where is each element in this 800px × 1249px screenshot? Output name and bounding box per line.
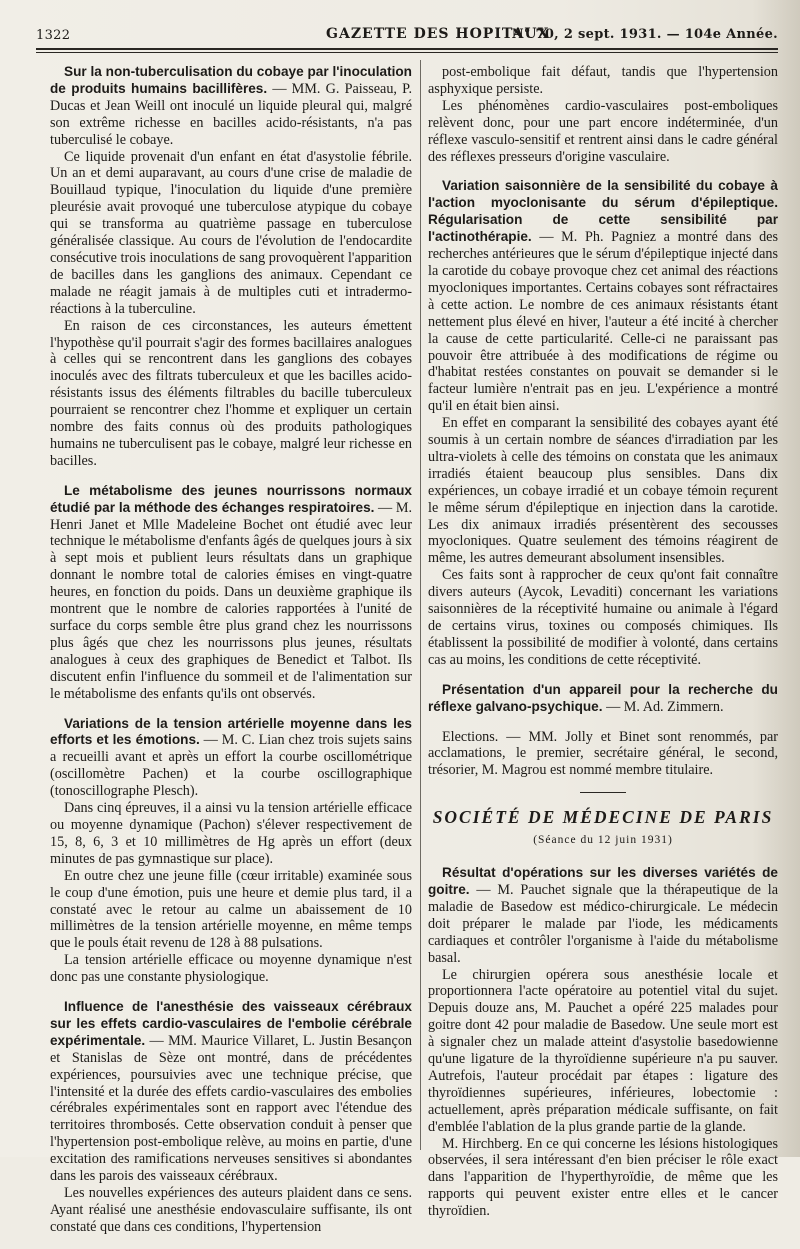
paragraph [428, 729, 778, 780]
paragraph [50, 1185, 412, 1236]
paragraph-text: Ces faits sont à rapprocher de ceux qu'ont fait connaître divers auteurs (Aycok, Levaditi) concernant les variations saisonnières de la réceptivité humaine ou animale à l'égard de certains virus, toxines ou composés chimiques. Ils établissent la possibilité de modifier à volonté, dans certains cas au moins, les conditions de cette réceptivité. [428, 567, 778, 668]
article [428, 178, 778, 668]
article-title: Sur la non-tuberculisation du cobaye par l'inoculation de produits humains bacillifères. [50, 64, 412, 96]
paragraph [50, 149, 412, 318]
society-heading: SOCIÉTÉ DE MÉDECINE DE PARIS [432, 807, 774, 828]
paragraph [428, 178, 778, 415]
paragraph [428, 682, 778, 716]
paragraph [50, 318, 412, 470]
paragraph [50, 800, 412, 868]
article-title: Influence de l'anesthésie des vaisseaux cérébraux sur les effets cardio-vasculaires de l'embolie cérébrale expérimentale. [50, 999, 412, 1048]
article-title: Le métabolisme des jeunes nourrissons normaux étudié par la méthode des échanges respiratoires. [50, 482, 412, 515]
paragraph-text: Les phénomènes cardio-vasculaires post-emboliques relèvent donc, pour une part encore indéterminée, d'un réflexe vasculo-sensitif et rentrent ainsi dans le cadre général des réflexes presseurs d'origine vasculaire. [428, 97, 778, 165]
paragraph [50, 999, 412, 1185]
article [428, 729, 778, 780]
paragraph-text: Elections. — MM. Jolly et Binet sont renommés, par acclamations, le premier, secrétaire général, le second, trésorier, M. Magrou est nommé membre titulaire. [428, 728, 778, 779]
column-divider [420, 60, 421, 1150]
issue-info: N° 70, 2 sept. 1931. — 104e Année. [511, 27, 778, 42]
article [50, 999, 412, 1236]
paragraph-text: En outre chez une jeune fille (cœur irritable) examinée sous le coup d'une émotion, puis une heure et demie plus tard, il a constaté avec le retour au calme un abaissement de 10 millimètres de la tension artérielle moyenne, en même temps que le pouls était revenu de 128 à 88 pulsations. [50, 867, 412, 952]
article-title: Variations de la tension artérielle moyenne dans les efforts et les émotions. [50, 715, 412, 748]
header-rule [36, 48, 778, 50]
paragraph [428, 1136, 778, 1221]
page-header [36, 24, 778, 48]
paragraph-text: Ce liquide provenait d'un enfant en état d'asystolie fébrile. Un an et demi auparavant, au cours d'une crise de maladie de Bouillaud typique, l'inoculation du liquide d'une première pleurésie avait provoqué une tuberculose atypique du cobaye qui se transforma au quatrième passage en tuberculose généralisée classique. Au cours de l'évolution de l'endocardite consécutive trois inoculations de sang provoquèrent l'apparition de bacilles dans les ganglions des animaux. Cependant ce malade ne réagit jamais à de multiples cuti et intradermo-réactions à la tuberculine. [50, 148, 412, 317]
right-column [428, 64, 778, 1233]
paragraph-text: — MM. Maurice Villaret, L. Justin Besançon et Stanislas de Sèze ont montré, dans de précédentes expériences, poursuivies avec une technique précise, que l'intensité et la durée des effets cardio-vasculaires des embolies cérébrales expérimentales sont en rapport avec l'étendue des territoires thrombosés. Cette observation conduit à penser que l'hypertension post-embolique relève, au moins en partie, d'une excitation des ramifications nerveuses sensitives si abondantes dans les parois des vaisseaux cérébraux. [50, 1032, 413, 1185]
paragraph [50, 64, 412, 149]
paragraph-text: post-embolique fait défaut, tandis que l'hypertension asphyxique persiste. [428, 64, 778, 97]
article [428, 865, 778, 1220]
paragraph [428, 865, 778, 966]
paragraph-text: Le chirurgien opérera sous anesthésie locale et proportionnera l'acte opératoire au potentiel vital du sujet. Depuis douze ans, M. Pauchet a opéré 225 malades pour goitre dont 42 pour maladie de Basedow. Une seule mort est à signaler chez un malade atteint d'asystolie basedowienne qu'une ligature de la thyroïdienne supérieure n'a pu sauver. Autrefois, l'auteur procédait par étapes : ligature des thyroïdiennes supérieures, inférieures, lobectomie : actuellement, après préparation médicale suffisante, on fait d'emblée l'ablation de la plus grande partie de la glande. [428, 966, 778, 1135]
paragraph-text: Les nouvelles expériences des auteurs plaident dans ce sens. Ayant réalisé une anesthésie endovasculaire suffisante, ils ont constaté que dans ces conditions, l'hypertension [50, 1185, 412, 1235]
article [50, 716, 412, 987]
section-rule [580, 792, 626, 793]
header-rule-thin [36, 52, 778, 53]
paragraph-text: — M. Henri Janet et Mlle Madeleine Bochet ont étudié avec leur technique le métabolisme d'enfants âgés de quelques jours à six à sept mois et publient leurs résultats dans un graphique donnant le nombre total de calories émises en vingt-quatre heures, en fonction du poids. Dans un deuxième graphique ils montrent que le nombre de calories rapportées à l'unité de surface du corps semble être plus grand chez les nourrissons plus âgés que chez les nourrissons plus jeunes, résultats analogues à ceux des graphiques de Benedict et Talbot. Ils discutent enfin l'influence du sommeil et de l'alimentation sur le métabolisme des enfants qu'ils ont observés. [50, 499, 412, 702]
paragraph [50, 868, 412, 953]
paragraph-text: — M. C. Lian chez trois sujets sains a recueilli avant et après un effort la courbe oscillométrique (oscillomètre Pachen) et la courbe oscillographique (tonoscillographe Plesch). [50, 732, 412, 800]
paragraph-text: M. Hirchberg. En ce qui concerne les lésions histologiques observées, il sera intéressant d'en bien préciser le rôle exact dans l'apparition de l'hyperthyroïdie, de même que les rapports qui peuvent exister entre elles et le cancer thyroïdien. [428, 1135, 778, 1220]
paragraph [428, 967, 778, 1136]
paragraph [428, 98, 778, 166]
paragraph-text: — M. Ph. Pagniez a montré dans des recherches antérieures que le sérum d'épileptique injecté dans la carotide du cobaye provoque chez cet animal des réactions myocloniques importantes. Certains cobayes sont réfractaires à cette action. Le nombre de ces animaux résistants étant nettement plus élevé en hiver, l'auteur a été incité à chercher la cause de cette particularité. Celle-ci ne paraissant pas pouvoir être attribuée à des modifications de régime ou d'habitat restées constantes on pouvait se demander si le facteur lumière n'entrait pas en jeu. L'expérience a montré qu'il en était bien ainsi. [428, 229, 778, 415]
article-title: Variation saisonnière de la sensibilité du cobaye à l'action myoclonisante du sérum d'épileptique. Régularisation de cette sensibilité par l'actinothérapie. [428, 178, 778, 245]
article [50, 64, 412, 470]
paragraph [428, 415, 778, 567]
paragraph [428, 64, 778, 98]
paragraph [428, 567, 778, 668]
paragraph-text: — MM. G. Paisseau, P. Ducas et Jean Weill ont inoculé un liquide pleural qui, malgré son extrême richesse en bacilles acido-résistants, n'a pas tuberculisé le cobaye. [50, 80, 413, 148]
right-column-top [428, 64, 778, 779]
paragraph-text: En effet en comparant la sensibilité des cobayes ayant été soumis à un certain nombre de séances d'irradiation par les ultra-violets à celle des témoins on constata que les animaux irradiés étaient beaucoup plus sensibles. Dans dix expériences, un cobaye irradié et un cobaye témoin reçurent le même sérum d'épileptique en injection dans la carotide. Les dix animaux irradiés présentèrent des secousses myocloniques. Quatre seulement des témoins réagirent de même, les autres demeurant absolument insensibles. [428, 415, 778, 567]
article [428, 64, 778, 165]
paragraph [50, 483, 412, 703]
paragraph-text: En raison de ces circonstances, les auteurs émettent l'hypothèse qu'il pourrait s'agir des formes bacillaires analogues à celles qui se rencontrent dans les ganglions des cobayes inoculés avec des filtrats tuberculeux et que les bacilles acido-résistants issus des éléments filtrables du bacille tuberculeux pourraient se rencontrer chez l'homme et expliquer un certain nombre des faits connus où des produits pathologiques humains ne tuberculisent pas le cobaye, malgré leur richesse en bacilles. [50, 317, 412, 469]
paragraph [50, 716, 412, 801]
paragraph-text: Dans cinq épreuves, il a ainsi vu la tension artérielle efficace ou moyenne dynamique (Pachon) s'élever respectivement de 15, 8, 6, 3 et 10 millimètres de Hg après un effort (deux minutes de pas gymnastique sur place). [50, 800, 412, 867]
right-column-bottom [428, 865, 778, 1220]
journal-title: GAZETTE DES HOPITAUX [326, 26, 550, 42]
article [50, 483, 412, 703]
paragraph-text: — M. Pauchet signale que la thérapeutique de la maladie de Basedow est médico-chirurgicale. Le médecin doit préparer le malade par l'iode, les médicaments cardiaques et contrôler l'organisme à l'aide du métabolisme basal. [428, 881, 778, 966]
paragraph-text: — M. Ad. Zimmern. [606, 698, 724, 715]
left-column [50, 64, 412, 1249]
article-title: Présentation d'un appareil pour la recherche du réflexe galvano-psychique. [428, 681, 778, 714]
page-number: 1322 [36, 28, 71, 43]
paragraph-text: La tension artérielle efficace ou moyenne dynamique n'est donc pas une constante physiologique. [50, 952, 412, 986]
article-title: Résultat d'opérations sur les diverses variétés de goitre. [428, 865, 778, 897]
session-date: (Séance du 12 juin 1931) [533, 834, 673, 847]
paragraph [50, 952, 412, 986]
article [428, 682, 778, 716]
